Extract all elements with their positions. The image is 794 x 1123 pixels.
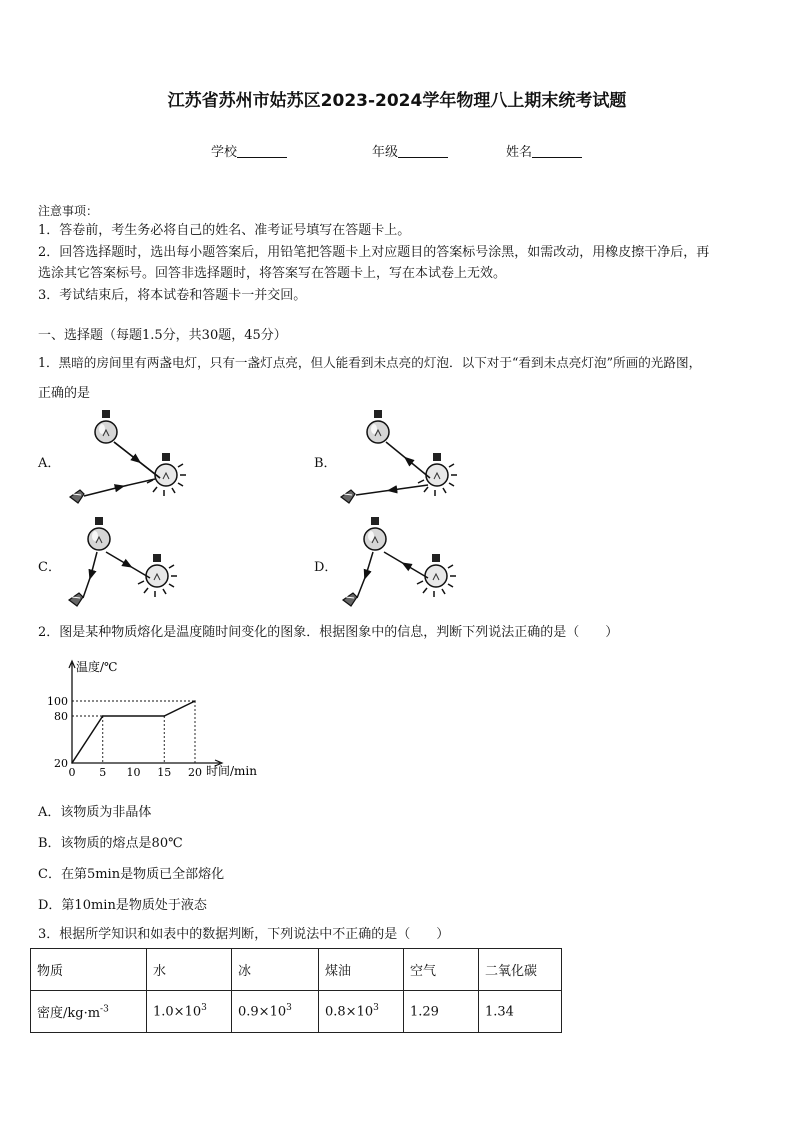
q1-diagram-c bbox=[69, 517, 177, 606]
school-blank bbox=[237, 144, 287, 158]
cell-value: 0.8×10 bbox=[325, 1004, 374, 1020]
table-header-cell: 空气 bbox=[404, 949, 479, 991]
density-unit-exponent: -3 bbox=[100, 1004, 109, 1015]
notice-item-3: 3．考试结束后，将本试卷和答题卡一并交回。 bbox=[38, 288, 307, 303]
chart-x-tick-label: 5 bbox=[99, 766, 107, 779]
chart-y-tick-label: 100 bbox=[47, 695, 68, 708]
school-field bbox=[211, 141, 287, 160]
eye-icon bbox=[70, 490, 84, 503]
grade-blank bbox=[398, 144, 448, 158]
q1-option-a-label: A． bbox=[38, 456, 61, 471]
chart-y-tick-label: 20 bbox=[54, 757, 68, 770]
chart-x-tick-label: 15 bbox=[157, 766, 172, 779]
table-row-label bbox=[31, 991, 147, 1033]
page-title: 江苏省苏州市姑苏区2023-2024学年物理八上期末统考试题 bbox=[167, 91, 627, 111]
q1-diagram-a bbox=[70, 410, 186, 503]
chart-y-label: 温度/℃ bbox=[76, 660, 118, 674]
notice-item-2-cont: 选涂其它答案标号。回答非选择题时，将答案写在答题卡上，写在本试卷上无效。 bbox=[38, 266, 507, 281]
table-header-row bbox=[31, 949, 562, 991]
q3-stem: 3．根据所学知识和如表中的数据判断，下列说法中不正确的是（ ） bbox=[38, 927, 450, 942]
q1-stem-line2: 正确的是 bbox=[38, 386, 91, 401]
name-field bbox=[506, 141, 582, 160]
name-blank bbox=[532, 144, 582, 158]
cell-value: 1.29 bbox=[410, 1004, 439, 1020]
q1-option-c-label: C． bbox=[38, 560, 61, 575]
chart-x-tick-label: 10 bbox=[126, 766, 141, 779]
section-heading: 一、选择题（每题1.5分，共30题，45分） bbox=[38, 328, 287, 343]
cell-exponent: 3 bbox=[286, 1003, 292, 1014]
q1-option-b-label: B． bbox=[314, 456, 337, 471]
grade-label: 年级 bbox=[372, 145, 399, 160]
grade-field bbox=[372, 141, 448, 160]
q2-option-b: B．该物质的熔点是80℃ bbox=[38, 836, 183, 851]
bulb-on-icon bbox=[147, 453, 186, 496]
bulb-on-icon bbox=[138, 554, 177, 597]
school-label: 学校 bbox=[211, 145, 238, 160]
table-header-cell: 冰 bbox=[232, 949, 319, 991]
table-header-cell: 水 bbox=[147, 949, 232, 991]
eye-icon bbox=[69, 593, 83, 606]
q2-option-c: C．在第5min是物质已全部熔化 bbox=[38, 867, 225, 882]
chart-point bbox=[163, 715, 165, 717]
chart-point bbox=[194, 700, 196, 702]
notice-item-2: 2．回答选择题时，选出每小题答案后，用铅笔把答题卡上对应题目的答案标号涂黑，如需改动，用橡皮擦干净后，再 bbox=[38, 245, 710, 260]
cell-exponent: 3 bbox=[201, 1003, 207, 1014]
q1-option-d-label: D． bbox=[314, 560, 338, 575]
cell-exponent: 3 bbox=[373, 1003, 379, 1014]
table-header-cell: 物质 bbox=[31, 949, 147, 991]
name-label: 姓名 bbox=[506, 145, 533, 160]
table-cell bbox=[319, 991, 404, 1033]
cell-value: 1.34 bbox=[485, 1004, 514, 1020]
q1-diagram-d bbox=[343, 517, 456, 606]
q2-stem: 2．图是某种物质熔化是温度随时间变化的图象．根据图象中的信息，判断下列说法正确的是（ ） bbox=[38, 625, 619, 640]
q2-option-a: A．该物质为非晶体 bbox=[38, 805, 152, 820]
table-cell bbox=[404, 991, 479, 1033]
chart-x-tick-label: 20 bbox=[188, 766, 202, 779]
chart-series-line bbox=[72, 701, 195, 763]
table-cell bbox=[232, 991, 319, 1033]
eye-icon bbox=[343, 593, 357, 606]
chart-x-label: 时间/min bbox=[206, 764, 257, 778]
table-cell bbox=[479, 991, 562, 1033]
cell-value: 0.9×10 bbox=[238, 1004, 287, 1020]
bulb-on-icon bbox=[418, 453, 457, 496]
bulb-off-icon bbox=[88, 517, 110, 550]
q1-stem-line1: 1．黑暗的房间里有两盏电灯，只有一盏灯点亮，但人能看到未点亮的灯泡．以下对于“看到未点亮灯泡”所画的光路图， bbox=[38, 355, 702, 370]
melting-chart bbox=[30, 655, 270, 785]
eye-icon bbox=[341, 490, 355, 503]
chart-y-tick-label: 80 bbox=[54, 710, 68, 723]
q1-diagrams bbox=[0, 400, 794, 620]
table-cell bbox=[147, 991, 232, 1033]
bulb-off-icon bbox=[364, 517, 386, 550]
table-header-cell: 煤油 bbox=[319, 949, 404, 991]
q1-diagram-b bbox=[341, 410, 457, 503]
cell-value: 1.0×10 bbox=[153, 1004, 202, 1020]
q2-option-d: D．第10min是物质处于液态 bbox=[38, 898, 207, 913]
bulb-off-icon bbox=[95, 410, 117, 443]
chart-point bbox=[102, 715, 104, 717]
chart-point bbox=[71, 762, 73, 764]
bulb-off-icon bbox=[367, 410, 389, 443]
table-row bbox=[31, 991, 562, 1033]
notice-item-1: 1．答卷前，考生务必将自己的姓名、准考证号填写在答题卡上。 bbox=[38, 223, 411, 238]
table-header-cell: 二氧化碳 bbox=[479, 949, 562, 991]
chart-x-tick-label: 0 bbox=[68, 766, 76, 779]
density-unit-label: 密度/kg·m bbox=[37, 1006, 101, 1021]
density-table bbox=[30, 948, 562, 1033]
notice-heading: 注意事项： bbox=[38, 204, 99, 218]
